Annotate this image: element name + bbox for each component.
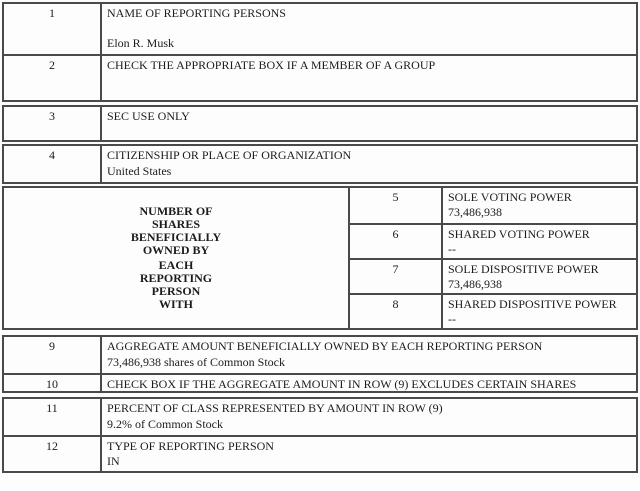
row-content bbox=[443, 260, 636, 293]
row-label: SOLE DISPOSITIVE POWER bbox=[448, 262, 599, 276]
row-value: 9.2% of Common Stock bbox=[107, 417, 223, 431]
heading-line: EACH bbox=[158, 258, 194, 272]
row-number: 1 bbox=[4, 4, 102, 54]
row-content bbox=[102, 399, 636, 435]
row-content bbox=[102, 337, 636, 373]
row-content bbox=[102, 107, 636, 140]
row-number: 12 bbox=[4, 437, 102, 471]
table-row-4 bbox=[4, 146, 636, 182]
row-content bbox=[443, 225, 636, 258]
row-value: 73,486,938 bbox=[448, 205, 502, 219]
row-content bbox=[102, 56, 636, 100]
heading-line: OWNED BY bbox=[142, 243, 210, 257]
row-label: SOLE VOTING POWER bbox=[448, 190, 572, 204]
shares-owned-heading bbox=[4, 188, 350, 328]
row-label: CHECK THE APPROPRIATE BOX IF A MEMBER OF A GROUP bbox=[107, 58, 436, 72]
table-row-10 bbox=[4, 373, 636, 391]
table-row-1 bbox=[4, 4, 636, 54]
row-value: 73,486,938 bbox=[448, 277, 502, 291]
table-row-2 bbox=[4, 54, 636, 100]
row-label: NAME OF REPORTING PERSONS bbox=[107, 6, 286, 20]
row-number: 11 bbox=[4, 399, 102, 435]
row-value: -- bbox=[448, 242, 456, 256]
heading-line: REPORTING bbox=[139, 271, 213, 285]
table-row-11 bbox=[4, 399, 636, 435]
section-rows-11-12 bbox=[2, 397, 638, 473]
row-value: -- bbox=[448, 312, 456, 326]
heading-line: SHARES bbox=[151, 217, 201, 231]
row-content bbox=[443, 188, 636, 223]
section-row-4 bbox=[2, 144, 638, 184]
row-label: CHECK BOX IF THE AGGREGATE AMOUNT IN ROW (9) EXCLUDES CERTAIN SHARES bbox=[107, 377, 577, 391]
row-label: SHARED DISPOSITIVE POWER bbox=[448, 297, 617, 311]
row-label: TYPE OF REPORTING PERSON bbox=[107, 439, 274, 453]
row-label: PERCENT OF CLASS REPRESENTED BY AMOUNT IN ROW (9) bbox=[107, 401, 443, 415]
row-content bbox=[102, 375, 636, 391]
section-rows-1-2 bbox=[2, 2, 638, 102]
row-label: SEC USE ONLY bbox=[107, 109, 190, 123]
row-value: Elon R. Musk bbox=[107, 36, 175, 50]
table-row-8 bbox=[350, 293, 636, 328]
row-content bbox=[443, 295, 636, 328]
voting-power-rows bbox=[350, 188, 636, 328]
section-rows-9-10 bbox=[2, 335, 638, 393]
row-value: IN bbox=[107, 454, 120, 468]
row-number: 4 bbox=[4, 146, 102, 182]
row-number: 6 bbox=[350, 225, 443, 258]
row-value: United States bbox=[107, 164, 172, 178]
row-number: 8 bbox=[350, 295, 443, 328]
row-label: AGGREGATE AMOUNT BENEFICIALLY OWNED BY EACH REPORTING PERSON bbox=[107, 339, 543, 353]
row-number: 5 bbox=[350, 188, 443, 223]
schedule-13-cover-table bbox=[2, 2, 638, 473]
table-row-3 bbox=[4, 107, 636, 140]
shares-beneficially-owned-section bbox=[2, 186, 638, 330]
table-row-6 bbox=[350, 223, 636, 258]
heading-line: BENEFICIALLY bbox=[130, 230, 222, 244]
table-row-7 bbox=[350, 258, 636, 293]
row-value: 73,486,938 shares of Common Stock bbox=[107, 355, 285, 369]
row-label: CITIZENSHIP OR PLACE OF ORGANIZATION bbox=[107, 148, 352, 162]
row-label: SHARED VOTING POWER bbox=[448, 227, 590, 241]
row-content bbox=[102, 437, 636, 471]
row-number: 10 bbox=[4, 375, 102, 391]
row-content bbox=[102, 4, 636, 54]
heading-line: WITH bbox=[158, 297, 193, 311]
row-content bbox=[102, 146, 636, 182]
heading-line: NUMBER OF bbox=[139, 204, 213, 218]
table-row-5 bbox=[350, 188, 636, 223]
heading-line: PERSON bbox=[151, 284, 201, 298]
table-row-9 bbox=[4, 337, 636, 373]
row-number: 9 bbox=[4, 337, 102, 373]
row-number: 3 bbox=[4, 107, 102, 140]
row-number: 7 bbox=[350, 260, 443, 293]
table-row-12 bbox=[4, 435, 636, 471]
section-row-3 bbox=[2, 105, 638, 142]
row-number: 2 bbox=[4, 56, 102, 100]
